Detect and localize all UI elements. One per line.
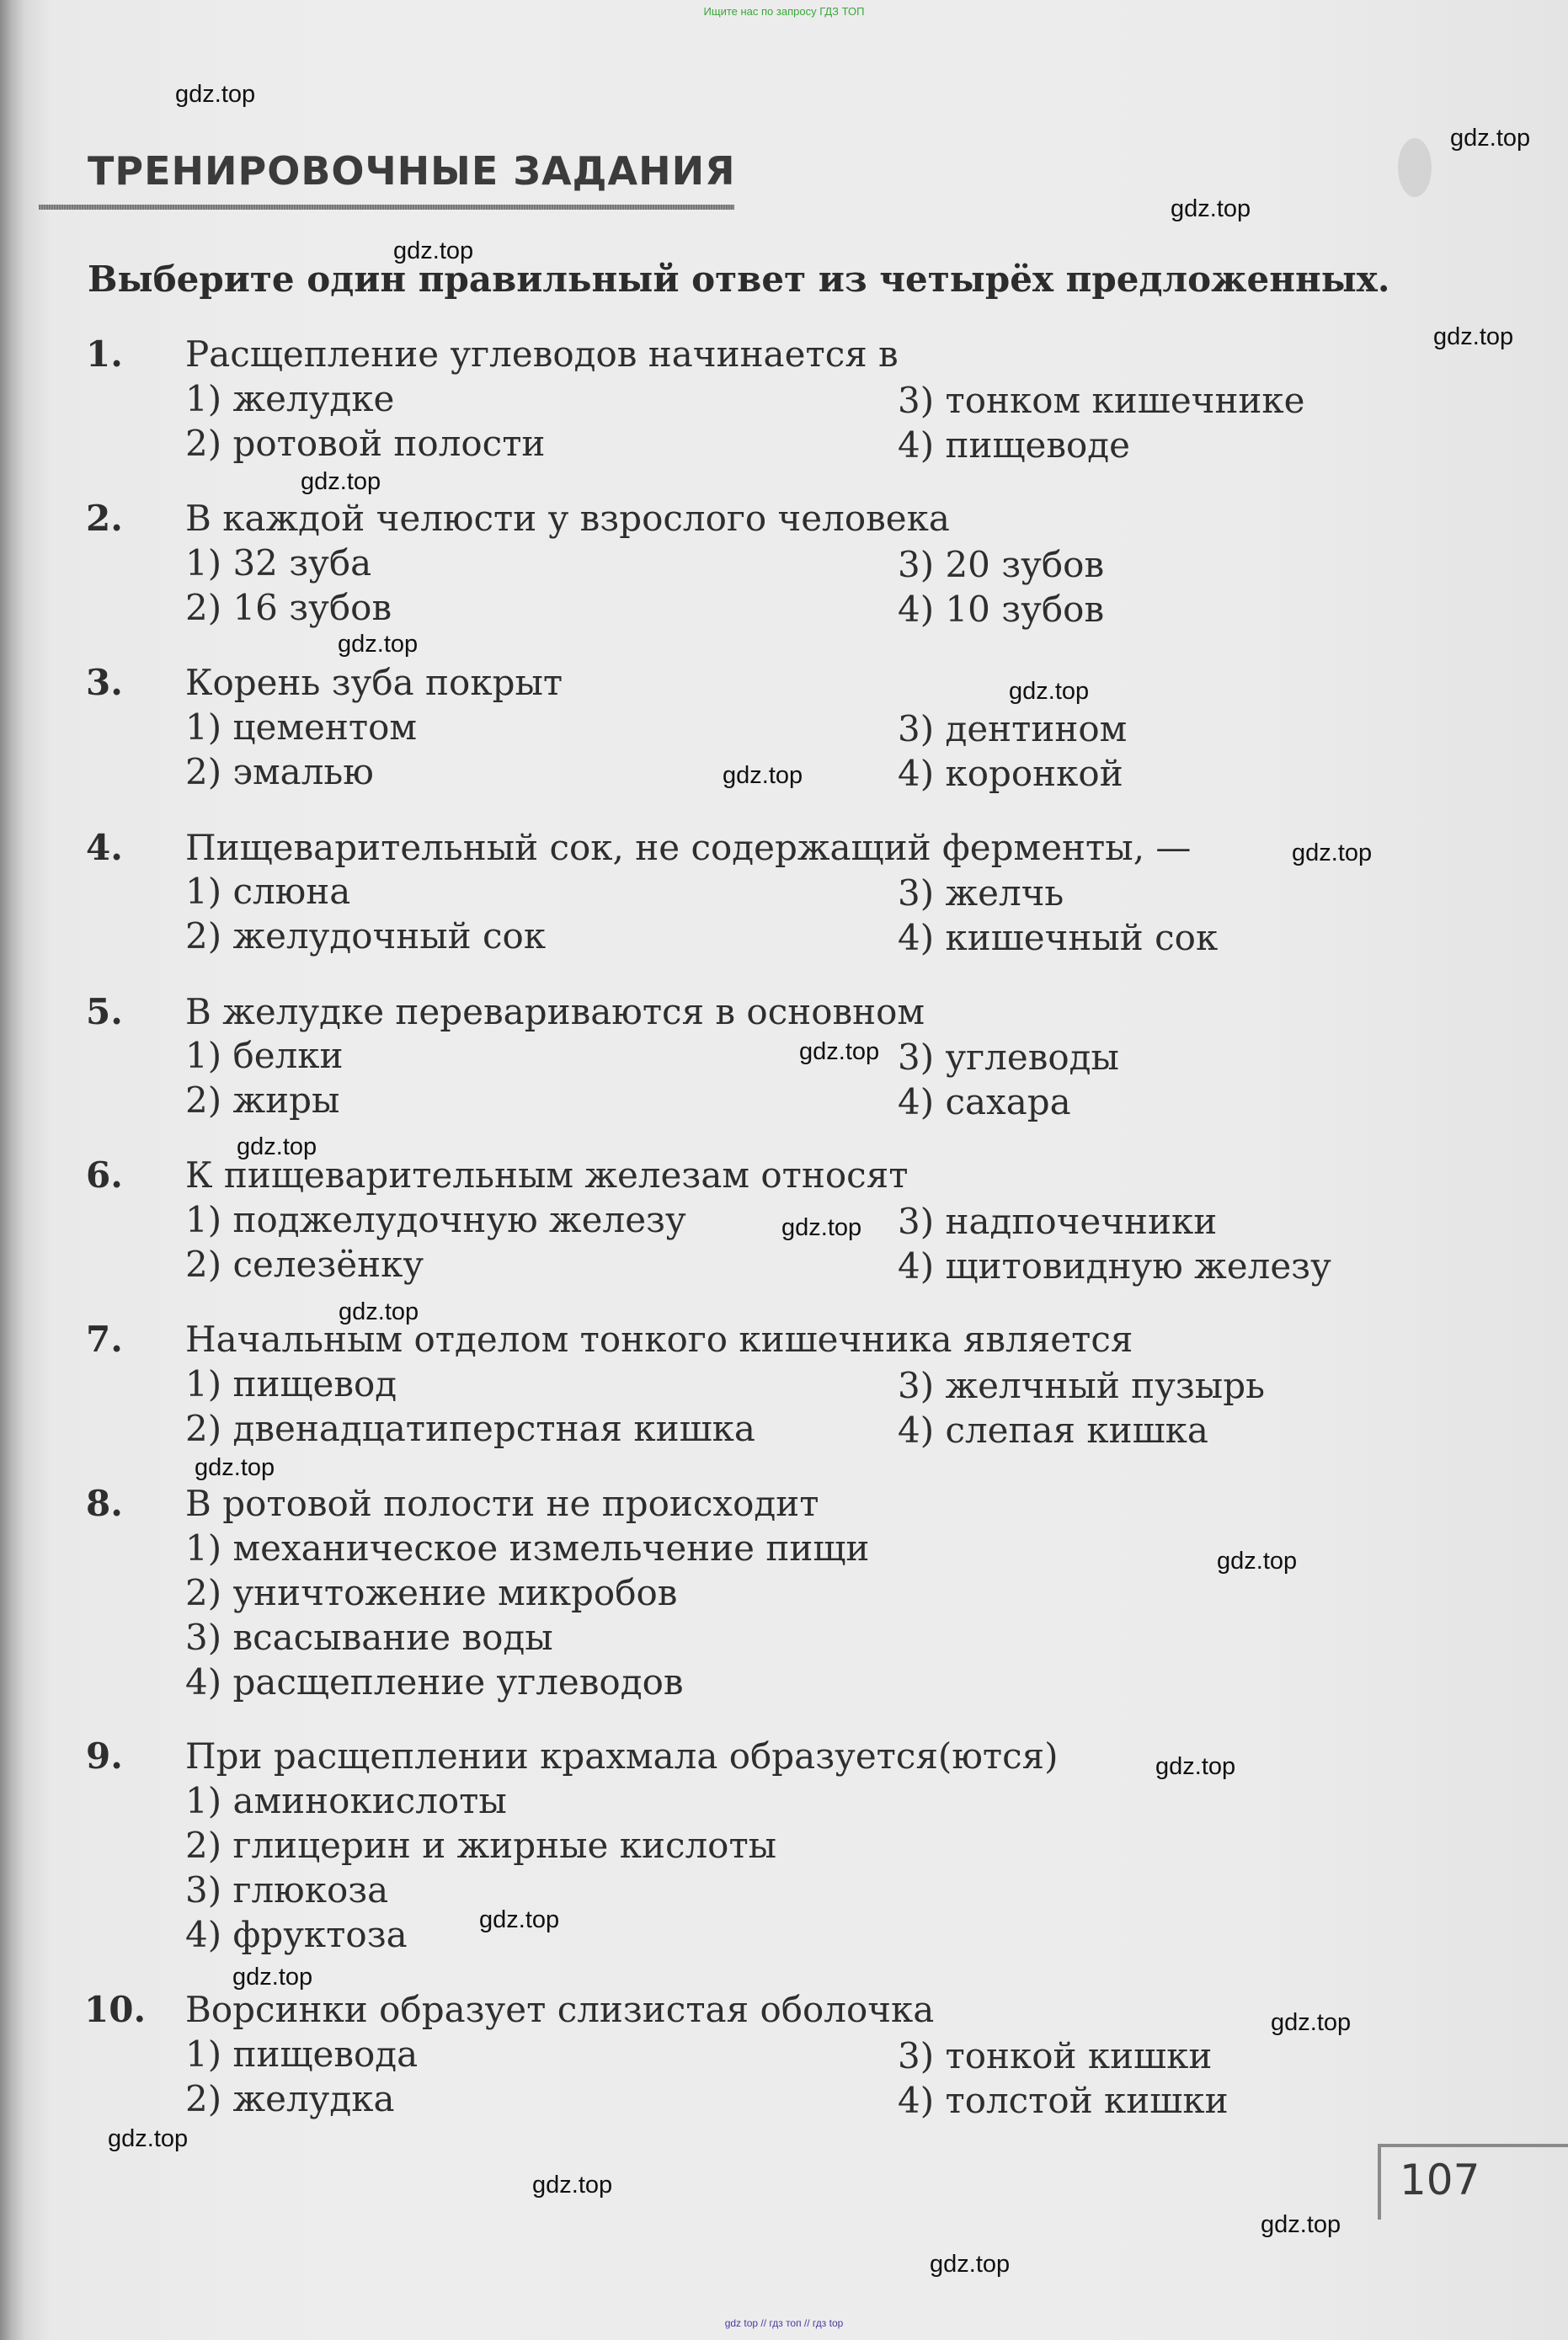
answer-option: 1) поджелудочную железу xyxy=(185,1199,686,1240)
answer-option: 2) желудочный сок xyxy=(185,915,547,957)
heading-underline xyxy=(39,205,734,210)
watermark: gdz.top xyxy=(338,631,419,658)
watermark: gdz.top xyxy=(301,468,381,495)
watermark: gdz.top xyxy=(339,1298,419,1325)
question-text: Начальным отделом тонкого кишечника является xyxy=(185,1319,1133,1360)
question-text: В желудке перевариваются в основном xyxy=(185,991,925,1032)
answer-option: 3) дентином xyxy=(898,708,1128,749)
question-text: Корень зуба покрыт xyxy=(185,662,563,703)
watermark: gdz.top xyxy=(108,2125,189,2152)
answer-option: 1) пищевод xyxy=(185,1363,397,1405)
answer-option: 2) желудка xyxy=(185,2078,395,2119)
answer-option: 1) белки xyxy=(185,1035,344,1076)
answer-option: 3) всасывание воды xyxy=(185,1617,553,1658)
question-text: Ворсинки образует слизистая оболочка xyxy=(185,1989,935,2030)
answer-option: 4) кишечный сок xyxy=(898,917,1219,958)
answer-option: 1) пищевода xyxy=(185,2034,419,2075)
answer-option: 2) уничтожение микробов xyxy=(185,1572,678,1613)
watermark: gdz.top xyxy=(1171,195,1251,222)
answer-option: 2) глицерин и жирные кислоты xyxy=(185,1825,777,1866)
page-number: 107 xyxy=(1400,2156,1480,2204)
answer-option: 2) селезёнку xyxy=(185,1244,424,1285)
answer-option: 2) жиры xyxy=(185,1079,340,1121)
watermark: gdz.top xyxy=(393,237,474,264)
question-number: 10. xyxy=(84,1989,147,2030)
answer-option: 2) двенадцатиперстная кишка xyxy=(185,1408,755,1449)
answer-option: 3) желчный пузырь xyxy=(898,1365,1265,1406)
answer-option: 3) желчь xyxy=(898,872,1064,914)
watermark: gdz.top xyxy=(1155,1753,1236,1780)
answer-option: 1) цементом xyxy=(185,706,418,748)
watermark: gdz.top xyxy=(237,1133,317,1160)
watermark: gdz.top xyxy=(479,1906,560,1933)
watermark: gdz.top xyxy=(1217,1548,1298,1575)
watermark: gdz.top xyxy=(532,2172,613,2199)
watermark: gdz.top xyxy=(1271,2009,1352,2036)
answer-option: 4) 10 зубов xyxy=(898,589,1105,630)
answer-option: 1) желудке xyxy=(185,378,395,419)
watermark: gdz.top xyxy=(195,1454,275,1481)
bottom-banner-text: gdz top // гдз топ // гдз top xyxy=(724,2317,844,2329)
margin-shadow xyxy=(1398,138,1432,197)
question-number: 7. xyxy=(86,1319,123,1360)
question-number: 3. xyxy=(86,662,123,703)
question-number: 8. xyxy=(86,1483,123,1524)
answer-option: 3) надпочечники xyxy=(898,1201,1218,1242)
watermark: gdz.top xyxy=(930,2251,1011,2278)
watermark: gdz.top xyxy=(781,1214,862,1241)
answer-option: 4) пищеводе xyxy=(898,424,1130,466)
question-text: К пищеварительным железам относят xyxy=(185,1154,909,1196)
answer-option: 2) эмалью xyxy=(185,751,374,792)
question-number: 6. xyxy=(86,1154,123,1196)
answer-option: 3) углеводы xyxy=(898,1037,1119,1078)
answer-option: 4) коронкой xyxy=(898,753,1123,794)
answer-option: 3) 20 зубов xyxy=(898,544,1105,585)
answer-option: 3) тонком кишечнике xyxy=(898,380,1305,421)
watermark: gdz.top xyxy=(1009,678,1090,705)
question-number: 5. xyxy=(86,991,123,1032)
question-text: Расщепление углеводов начинается в xyxy=(185,333,899,375)
answer-option: 3) тонкой кишки xyxy=(898,2035,1213,2076)
watermark: gdz.top xyxy=(1292,840,1373,866)
top-banner-text: Ищите нас по запросу ГДЗ ТОП xyxy=(703,5,865,18)
watermark: gdz.top xyxy=(1450,125,1531,152)
answer-option: 1) механическое измельчение пищи xyxy=(185,1527,870,1569)
answer-option: 1) слюна xyxy=(185,871,351,912)
question-number: 1. xyxy=(86,333,123,375)
question-text: В ротовой полости не происходит xyxy=(185,1483,819,1524)
answer-option: 1) аминокислоты xyxy=(185,1780,507,1821)
answer-option: 4) сахара xyxy=(898,1081,1071,1122)
question-number: 2. xyxy=(86,498,123,539)
question-text: Пищеварительный сок, не содержащий ферменты, — xyxy=(185,827,1192,868)
answer-option: 2) 16 зубов xyxy=(185,587,392,628)
answer-option: 1) 32 зуба xyxy=(185,542,372,584)
answer-option: 3) глюкоза xyxy=(185,1869,389,1911)
section-heading: ТРЕНИРОВОЧНЫЕ ЗАДАНИЯ xyxy=(88,148,736,194)
task-instruction: Выберите один правильный ответ из четырёх предложенных. xyxy=(88,259,1390,300)
answer-option: 2) ротовой полости xyxy=(185,423,546,464)
watermark: gdz.top xyxy=(232,1964,313,1991)
answer-option: 4) фруктоза xyxy=(185,1914,408,1955)
watermark: gdz.top xyxy=(1433,323,1514,350)
answer-option: 4) слепая кишка xyxy=(898,1410,1208,1451)
answer-option: 4) толстой кишки xyxy=(898,2080,1229,2121)
answer-option: 4) расщепление углеводов xyxy=(185,1661,684,1703)
watermark: gdz.top xyxy=(175,81,256,108)
answer-option: 4) щитовидную железу xyxy=(898,1245,1331,1287)
question-number: 9. xyxy=(86,1735,123,1777)
watermark: gdz.top xyxy=(799,1038,880,1065)
question-number: 4. xyxy=(86,827,123,868)
question-text: При расщеплении крахмала образуется(ются) xyxy=(185,1735,1059,1777)
question-text: В каждой челюсти у взрослого человека xyxy=(185,498,950,539)
watermark: gdz.top xyxy=(723,762,803,789)
watermark: gdz.top xyxy=(1261,2211,1341,2238)
